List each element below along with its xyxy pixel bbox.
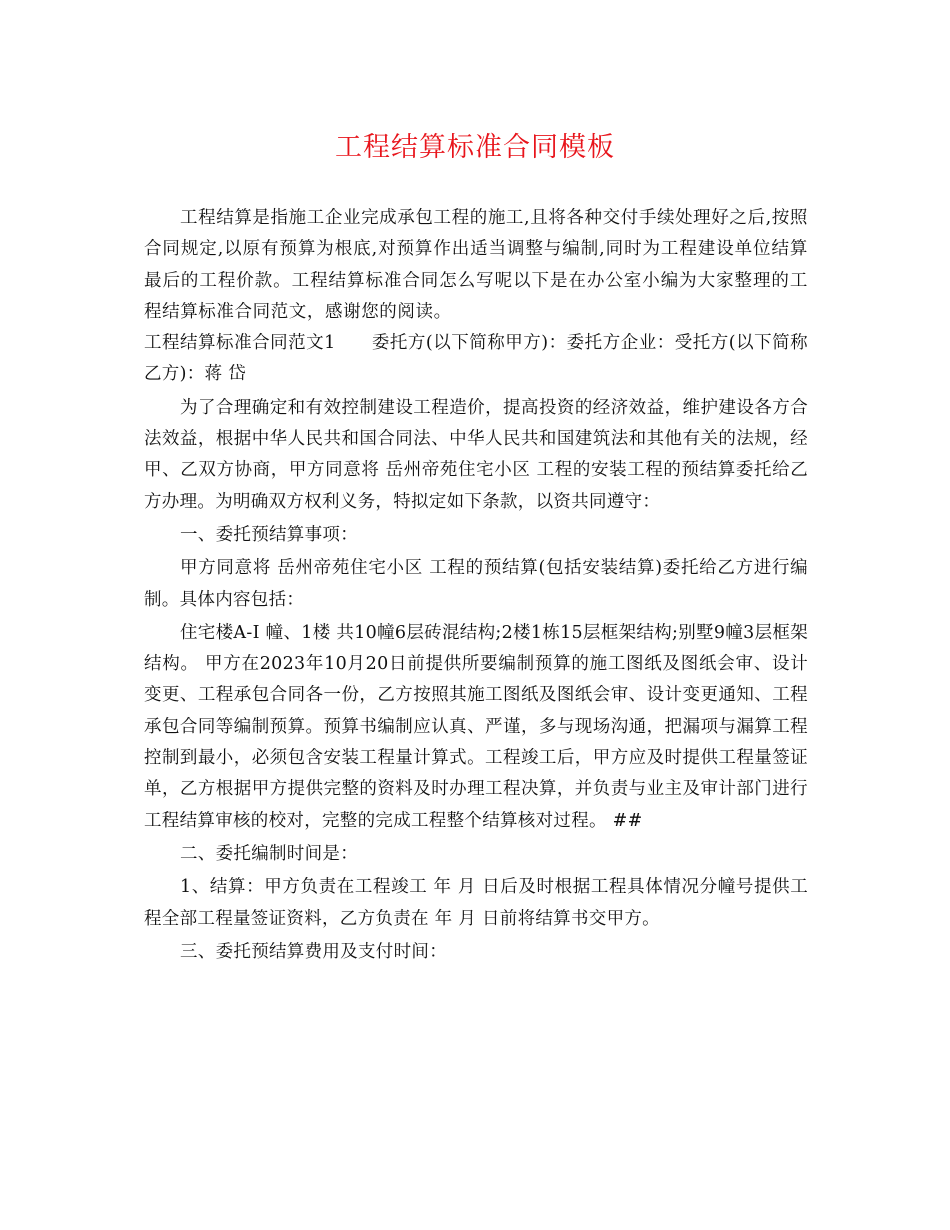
paragraph-details: 住宅楼A-Ⅰ 幢、1楼 共10幢6层砖混结构;2楼1栋15层框架结构;别墅9幢3层框架结构。 甲方在2023年10月20日前提供所要编制预算的施工图纸及图纸会审、设计变更、工程承包合同各一份，乙方按照其施工图纸及图纸会审、设计变更通知、工程承包合同等编制预算。预算书编制应认真、严谨，多与现场沟通，把漏项与漏算工程控制到最小，必须包含安装工程量计算式。工程竣工后，甲方应及时提供工程量签证单，乙方根据甲方提供完整的资料及时办理工程决算，并负责与业主及审计部门进行工程结算审核的校对，完整的完成工程整个结算核对过程。 ## xyxy=(144,622,808,831)
section-heading-2: 二、委托编制时间是： xyxy=(180,843,358,864)
section-heading-3: 三、委托预结算费用及支付时间： xyxy=(180,941,447,962)
paragraph-intro: 工程结算是指施工企业完成承包工程的施工,且将各种交付手续处理好之后,按照合同规定,以原有预算为根底,对预算作出适当调整与编制,同时为工程建设单位结算最后的工程价款。工程结算标准合同怎么写呢以下是在办公室小编为大家整理的工程结算标准合同范文，感谢您的阅读。 xyxy=(144,208,808,322)
paragraph-parties: 工程结算标准合同范文1 委托方(以下简称甲方)：委托方企业：受托方(以下简称乙方)：蒋 岱 xyxy=(144,333,808,385)
section-heading-1: 一、委托预结算事项： xyxy=(180,524,358,545)
paragraph-settlement: 1、结算：甲方负责在工程竣工 年 月 日后及时根据工程具体情况分幢号提供工程全部工程量签证资料，乙方负责在 年 月 日前将结算书交甲方。 xyxy=(144,877,808,929)
paragraph-purpose: 为了合理确定和有效控制建设工程造价，提高投资的经济效益，维护建设各方合法效益，根据中华人民共和国合同法、中华人民共和国建筑法和其他有关的法规，经甲、乙双方协商，甲方同意将 岳州帝苑住宅小区 工程的安装工程的预结算委托给乙方办理。为明确双方权利义务，特拟定如下条款，以资共同遵守： xyxy=(144,397,808,512)
paragraph-scope: 甲方同意将 岳州帝苑住宅小区 工程的预结算(包括安装结算)委托给乙方进行编制。具体内容包括： xyxy=(144,558,808,610)
document-body xyxy=(144,203,808,968)
document-title: 工程结算标准合同模板 xyxy=(335,132,615,163)
